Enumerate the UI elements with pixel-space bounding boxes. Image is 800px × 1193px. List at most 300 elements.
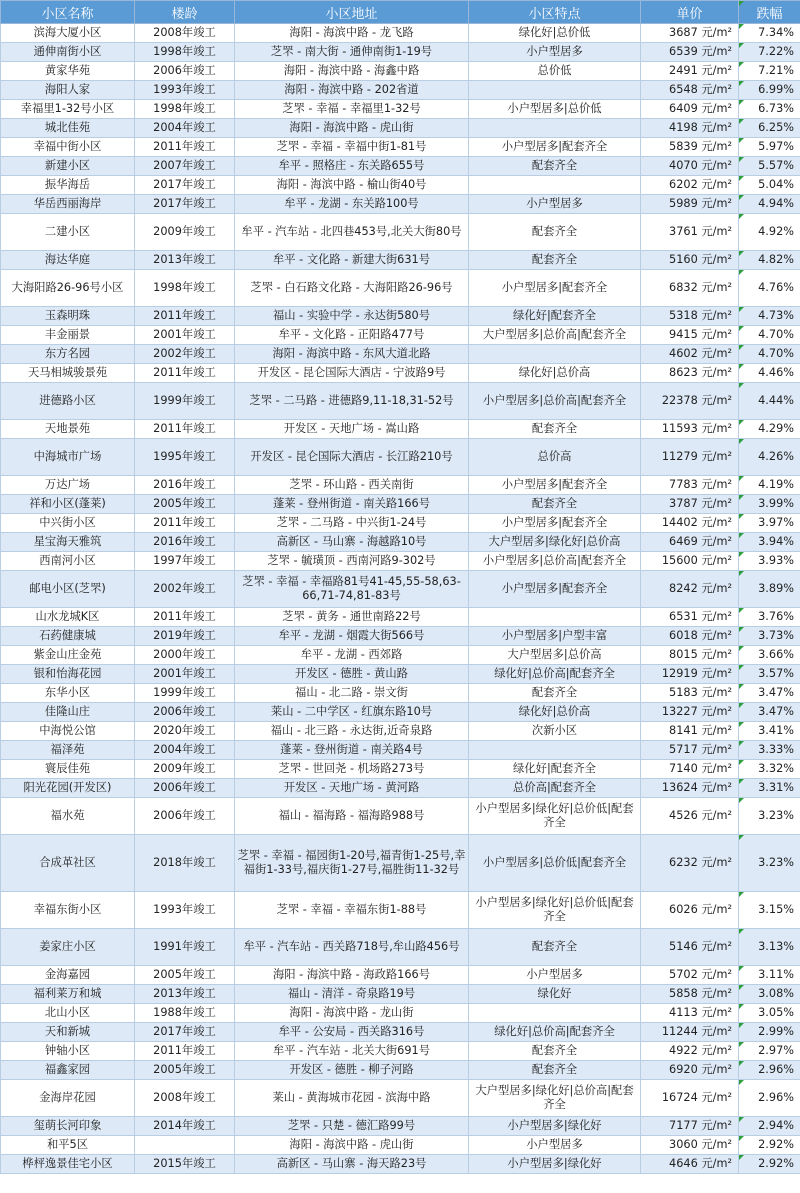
cell-address: 莱山 - 二中学区 - 红旗东路10号 xyxy=(235,703,469,722)
cell-price: 7177 元/m² xyxy=(641,1117,739,1136)
cell-age xyxy=(135,1136,235,1155)
table-row xyxy=(1,1061,800,1080)
table-row xyxy=(1,24,800,43)
cell-age: 1998年竣工 xyxy=(135,270,235,307)
cell-price: 3787 元/m² xyxy=(641,495,739,514)
cell-decline: 3.23% xyxy=(739,798,800,835)
cell-age: 2016年竣工 xyxy=(135,476,235,495)
table-row xyxy=(1,345,800,364)
cell-decline: 3.13% xyxy=(739,929,800,966)
header-building-age: 楼龄 xyxy=(135,1,235,24)
cell-address: 牟平 - 文化路 - 新建大街631号 xyxy=(235,251,469,270)
header-features: 小区特点 xyxy=(469,1,641,24)
cell-price: 5160 元/m² xyxy=(641,251,739,270)
cell-name: 佳隆山庄 xyxy=(1,703,135,722)
cell-address: 芝罘 - 二马路 - 中兴街1-24号 xyxy=(235,514,469,533)
cell-address: 开发区 - 昆仑国际大酒店 - 长江路210号 xyxy=(235,439,469,476)
cell-name: 山水龙城K区 xyxy=(1,608,135,627)
cell-address: 海阳 - 海滨中路 - 榆山街40号 xyxy=(235,176,469,195)
cell-features: 小户型居多|总价低 xyxy=(469,100,641,119)
cell-features: 小户型居多|总价高|配套齐全 xyxy=(469,552,641,571)
cell-age: 2007年竣工 xyxy=(135,157,235,176)
cell-features xyxy=(469,176,641,195)
cell-features: 小户型居多|配套齐全 xyxy=(469,138,641,157)
cell-features: 次新小区 xyxy=(469,722,641,741)
cell-decline: 3.33% xyxy=(739,741,800,760)
cell-address: 福山 - 福海路 - 福海路988号 xyxy=(235,798,469,835)
cell-decline: 2.97% xyxy=(739,1042,800,1061)
cell-price: 5858 元/m² xyxy=(641,985,739,1004)
cell-price: 6026 元/m² xyxy=(641,892,739,929)
cell-age: 2005年竣工 xyxy=(135,495,235,514)
cell-features: 大户型居多|总价高|配套齐全 xyxy=(469,326,641,345)
cell-age: 2002年竣工 xyxy=(135,345,235,364)
cell-name: 和平5区 xyxy=(1,1136,135,1155)
cell-price: 6832 元/m² xyxy=(641,270,739,307)
cell-decline: 2.94% xyxy=(739,1117,800,1136)
cell-features: 小户型居多|绿化好|总价低|配套齐全 xyxy=(469,798,641,835)
cell-address: 牟平 - 龙湖 - 西郊路 xyxy=(235,646,469,665)
cell-price: 6548 元/m² xyxy=(641,81,739,100)
cell-address: 莱山 - 黄海城市花园 - 滨海中路 xyxy=(235,1080,469,1117)
cell-features: 小户型居多 xyxy=(469,195,641,214)
table-row xyxy=(1,157,800,176)
table-row xyxy=(1,43,800,62)
table-row xyxy=(1,684,800,703)
cell-price: 15600 元/m² xyxy=(641,552,739,571)
cell-features xyxy=(469,741,641,760)
cell-age: 2016年竣工 xyxy=(135,533,235,552)
header-address: 小区地址 xyxy=(235,1,469,24)
cell-decline: 6.99% xyxy=(739,81,800,100)
cell-features: 绿化好|总价高 xyxy=(469,703,641,722)
cell-decline: 2.92% xyxy=(739,1136,800,1155)
cell-name: 城北佳苑 xyxy=(1,119,135,138)
cell-decline: 5.04% xyxy=(739,176,800,195)
cell-features: 配套齐全 xyxy=(469,684,641,703)
cell-name: 福鑫家园 xyxy=(1,1061,135,1080)
header-row xyxy=(1,1,800,24)
cell-name: 福水苑 xyxy=(1,798,135,835)
cell-address: 芝罘 - 二马路 - 进德路9,11-18,31-52号 xyxy=(235,383,469,420)
cell-price: 6539 元/m² xyxy=(641,43,739,62)
cell-name: 石药健康城 xyxy=(1,627,135,646)
cell-age: 2001年竣工 xyxy=(135,665,235,684)
cell-price: 16724 元/m² xyxy=(641,1080,739,1117)
table-row xyxy=(1,1136,800,1155)
cell-name: 金海岸花园 xyxy=(1,1080,135,1117)
cell-age: 2002年竣工 xyxy=(135,571,235,608)
cell-features: 小户型居多|绿化好 xyxy=(469,1117,641,1136)
cell-age: 2006年竣工 xyxy=(135,779,235,798)
table-row xyxy=(1,476,800,495)
cell-address: 开发区 - 天地广场 - 嵩山路 xyxy=(235,420,469,439)
cell-features: 绿化好 xyxy=(469,985,641,1004)
cell-address: 牟平 - 公安局 - 西关路316号 xyxy=(235,1023,469,1042)
table-row xyxy=(1,1080,800,1117)
cell-decline: 3.94% xyxy=(739,533,800,552)
cell-decline: 2.96% xyxy=(739,1061,800,1080)
table-row xyxy=(1,646,800,665)
cell-address: 开发区 - 德胜 - 柳子河路 xyxy=(235,1061,469,1080)
cell-address: 牟平 - 龙湖 - 烟霞大街566号 xyxy=(235,627,469,646)
table-row xyxy=(1,420,800,439)
table-row xyxy=(1,364,800,383)
cell-features: 总价低 xyxy=(469,62,641,81)
cell-address: 海阳 - 海滨中路 - 202省道 xyxy=(235,81,469,100)
cell-price: 6409 元/m² xyxy=(641,100,739,119)
table-row xyxy=(1,760,800,779)
cell-name: 新建小区 xyxy=(1,157,135,176)
cell-features: 小户型居多|配套齐全 xyxy=(469,476,641,495)
cell-age: 2009年竣工 xyxy=(135,760,235,779)
cell-price: 4646 元/m² xyxy=(641,1155,739,1174)
cell-name: 黄家华苑 xyxy=(1,62,135,81)
cell-features xyxy=(469,81,641,100)
cell-age: 2011年竣工 xyxy=(135,364,235,383)
table-row xyxy=(1,1004,800,1023)
cell-address: 牟平 - 汽车站 - 北四巷453号,北关大街80号 xyxy=(235,214,469,251)
table-row xyxy=(1,665,800,684)
cell-features xyxy=(469,608,641,627)
cell-age: 2011年竣工 xyxy=(135,514,235,533)
cell-price: 3060 元/m² xyxy=(641,1136,739,1155)
cell-address: 开发区 - 德胜 - 黄山路 xyxy=(235,665,469,684)
cell-decline: 3.47% xyxy=(739,684,800,703)
cell-address: 芝罘 - 白石路文化路 - 大海阳路26-96号 xyxy=(235,270,469,307)
cell-price: 11244 元/m² xyxy=(641,1023,739,1042)
cell-name: 天马相城骏景苑 xyxy=(1,364,135,383)
cell-address: 福山 - 实验中学 - 永达街580号 xyxy=(235,307,469,326)
cell-price: 6232 元/m² xyxy=(641,835,739,892)
cell-name: 玉森明珠 xyxy=(1,307,135,326)
cell-age: 1999年竣工 xyxy=(135,383,235,420)
table-row xyxy=(1,1042,800,1061)
cell-name: 进德路小区 xyxy=(1,383,135,420)
table-row xyxy=(1,214,800,251)
table-row xyxy=(1,533,800,552)
cell-price: 14402 元/m² xyxy=(641,514,739,533)
cell-features: 总价高|配套齐全 xyxy=(469,779,641,798)
cell-decline: 3.89% xyxy=(739,571,800,608)
cell-decline: 2.96% xyxy=(739,1080,800,1117)
cell-price: 4198 元/m² xyxy=(641,119,739,138)
cell-address: 高新区 - 马山寨 - 海天路23号 xyxy=(235,1155,469,1174)
cell-features: 小户型居多|总价高|配套齐全 xyxy=(469,383,641,420)
cell-decline: 3.15% xyxy=(739,892,800,929)
cell-features: 小户型居多 xyxy=(469,1136,641,1155)
cell-age: 2000年竣工 xyxy=(135,646,235,665)
table-row xyxy=(1,892,800,929)
cell-price: 5989 元/m² xyxy=(641,195,739,214)
cell-age: 2009年竣工 xyxy=(135,214,235,251)
cell-features: 小户型居多|户型丰富 xyxy=(469,627,641,646)
cell-name: 滨海大厦小区 xyxy=(1,24,135,43)
cell-decline: 3.73% xyxy=(739,627,800,646)
cell-address: 芝罘 - 幸福 - 幸福东街1-88号 xyxy=(235,892,469,929)
cell-age: 1998年竣工 xyxy=(135,100,235,119)
cell-decline: 3.31% xyxy=(739,779,800,798)
cell-features: 小户型居多|总价低|配套齐全 xyxy=(469,835,641,892)
table-row xyxy=(1,741,800,760)
cell-name: 邮电小区(芝罘) xyxy=(1,571,135,608)
cell-name: 中海城市广场 xyxy=(1,439,135,476)
cell-features: 配套齐全 xyxy=(469,420,641,439)
cell-age: 2004年竣工 xyxy=(135,119,235,138)
table-row xyxy=(1,779,800,798)
cell-features: 绿化好|总价低 xyxy=(469,24,641,43)
cell-price: 6202 元/m² xyxy=(641,176,739,195)
table-row xyxy=(1,703,800,722)
table-row xyxy=(1,985,800,1004)
table-row xyxy=(1,383,800,420)
table-row xyxy=(1,627,800,646)
cell-age: 2013年竣工 xyxy=(135,985,235,1004)
cell-age: 1997年竣工 xyxy=(135,552,235,571)
cell-age: 1998年竣工 xyxy=(135,43,235,62)
table-row xyxy=(1,514,800,533)
cell-features: 绿化好|配套齐全 xyxy=(469,760,641,779)
cell-price: 8141 元/m² xyxy=(641,722,739,741)
cell-price: 6469 元/m² xyxy=(641,533,739,552)
cell-name: 万达广场 xyxy=(1,476,135,495)
cell-name: 华岳西丽海岸 xyxy=(1,195,135,214)
cell-features: 小户型居多|配套齐全 xyxy=(469,270,641,307)
cell-features: 配套齐全 xyxy=(469,251,641,270)
table-row xyxy=(1,608,800,627)
cell-decline: 5.57% xyxy=(739,157,800,176)
cell-age: 2004年竣工 xyxy=(135,741,235,760)
cell-address: 海阳 - 海滨中路 - 东风大道北路 xyxy=(235,345,469,364)
table-row xyxy=(1,176,800,195)
table-row xyxy=(1,138,800,157)
cell-name: 天和新城 xyxy=(1,1023,135,1042)
cell-name: 北山小区 xyxy=(1,1004,135,1023)
cell-features xyxy=(469,119,641,138)
cell-name: 振华海岳 xyxy=(1,176,135,195)
cell-address: 牟平 - 照格庄 - 东关路655号 xyxy=(235,157,469,176)
cell-address: 海阳 - 海滨中路 - 海政路166号 xyxy=(235,966,469,985)
cell-name: 丰金丽景 xyxy=(1,326,135,345)
cell-name: 阳光花园(开发区) xyxy=(1,779,135,798)
cell-name: 桦枰逸景佳宅小区 xyxy=(1,1155,135,1174)
cell-decline: 6.25% xyxy=(739,119,800,138)
cell-price: 6531 元/m² xyxy=(641,608,739,627)
cell-age: 1993年竣工 xyxy=(135,892,235,929)
cell-age: 2017年竣工 xyxy=(135,176,235,195)
cell-features: 配套齐全 xyxy=(469,1042,641,1061)
table-row xyxy=(1,307,800,326)
cell-age: 2005年竣工 xyxy=(135,1061,235,1080)
cell-name: 寰辰佳苑 xyxy=(1,760,135,779)
cell-address: 牟平 - 文化路 - 正阳路477号 xyxy=(235,326,469,345)
cell-address: 芝罘 - 幸福 - 幸福中街1-81号 xyxy=(235,138,469,157)
cell-price: 4113 元/m² xyxy=(641,1004,739,1023)
cell-address: 牟平 - 汽车站 - 西关路718号,牟山路456号 xyxy=(235,929,469,966)
cell-price: 6018 元/m² xyxy=(641,627,739,646)
cell-features: 绿化好|总价高|配套齐全 xyxy=(469,1023,641,1042)
cell-decline: 4.76% xyxy=(739,270,800,307)
cell-address: 芝罘 - 幸福 - 幸福里1-32号 xyxy=(235,100,469,119)
cell-price: 3687 元/m² xyxy=(641,24,739,43)
cell-address: 福山 - 北二路 - 崇文街 xyxy=(235,684,469,703)
cell-address: 福山 - 清洋 - 奇泉路19号 xyxy=(235,985,469,1004)
table-row xyxy=(1,552,800,571)
cell-address: 福山 - 北三路 - 永达街,近奇泉路 xyxy=(235,722,469,741)
table-row xyxy=(1,326,800,345)
cell-address: 海阳 - 海滨中路 - 海鑫中路 xyxy=(235,62,469,81)
cell-age: 2008年竣工 xyxy=(135,24,235,43)
cell-decline: 3.66% xyxy=(739,646,800,665)
cell-age: 2011年竣工 xyxy=(135,307,235,326)
cell-price: 4526 元/m² xyxy=(641,798,739,835)
cell-name: 海阳人家 xyxy=(1,81,135,100)
cell-price: 8015 元/m² xyxy=(641,646,739,665)
table-row xyxy=(1,62,800,81)
cell-name: 中海悦公馆 xyxy=(1,722,135,741)
table-row xyxy=(1,798,800,835)
cell-decline: 4.29% xyxy=(739,420,800,439)
table-row xyxy=(1,81,800,100)
cell-name: 通伸南街小区 xyxy=(1,43,135,62)
cell-address: 芝罘 - 环山路 - 西关南街 xyxy=(235,476,469,495)
cell-features: 配套齐全 xyxy=(469,495,641,514)
cell-features: 大户型居多|绿化好|总价高 xyxy=(469,533,641,552)
cell-name: 西南河小区 xyxy=(1,552,135,571)
table-row xyxy=(1,195,800,214)
cell-age: 2006年竣工 xyxy=(135,703,235,722)
cell-price: 13227 元/m² xyxy=(641,703,739,722)
cell-age: 2001年竣工 xyxy=(135,326,235,345)
cell-address: 开发区 - 天地广场 - 黄河路 xyxy=(235,779,469,798)
cell-price: 5839 元/m² xyxy=(641,138,739,157)
cell-decline: 3.23% xyxy=(739,835,800,892)
table-row xyxy=(1,929,800,966)
cell-age: 2006年竣工 xyxy=(135,798,235,835)
cell-age: 2013年竣工 xyxy=(135,251,235,270)
cell-decline: 4.46% xyxy=(739,364,800,383)
table-row xyxy=(1,100,800,119)
cell-name: 玺萌长河印象 xyxy=(1,1117,135,1136)
cell-age: 1999年竣工 xyxy=(135,684,235,703)
cell-address: 芝罘 - 黄务 - 通世南路22号 xyxy=(235,608,469,627)
cell-name: 中兴街小区 xyxy=(1,514,135,533)
cell-address: 芝罘 - 世回尧 - 机场路273号 xyxy=(235,760,469,779)
cell-features: 小户型居多|绿化好 xyxy=(469,1155,641,1174)
header-unit-price: 单价 xyxy=(641,1,739,24)
cell-address: 牟平 - 汽车站 - 北关大街691号 xyxy=(235,1042,469,1061)
cell-name: 东方名园 xyxy=(1,345,135,364)
header-community-name: 小区名称 xyxy=(1,1,135,24)
cell-address: 芝罘 - 幸福 - 幸福路81号41-45,55-58,63-66,71-74,81-83号 xyxy=(235,571,469,608)
cell-decline: 4.26% xyxy=(739,439,800,476)
cell-price: 8242 元/m² xyxy=(641,571,739,608)
cell-price: 22378 元/m² xyxy=(641,383,739,420)
cell-address: 高新区 - 马山寨 - 海越路10号 xyxy=(235,533,469,552)
cell-age: 2017年竣工 xyxy=(135,195,235,214)
cell-price: 6920 元/m² xyxy=(641,1061,739,1080)
cell-features: 大户型居多|总价高 xyxy=(469,646,641,665)
cell-name: 幸福中街小区 xyxy=(1,138,135,157)
cell-decline: 3.11% xyxy=(739,966,800,985)
cell-decline: 4.70% xyxy=(739,326,800,345)
cell-age: 2019年竣工 xyxy=(135,627,235,646)
cell-address: 开发区 - 昆仑国际大酒店 - 宁波路9号 xyxy=(235,364,469,383)
cell-decline: 4.19% xyxy=(739,476,800,495)
cell-age: 2008年竣工 xyxy=(135,1080,235,1117)
cell-decline: 3.76% xyxy=(739,608,800,627)
cell-name: 钟轴小区 xyxy=(1,1042,135,1061)
cell-price: 11593 元/m² xyxy=(641,420,739,439)
cell-name: 大海阳路26-96号小区 xyxy=(1,270,135,307)
cell-price: 5702 元/m² xyxy=(641,966,739,985)
cell-address: 海阳 - 海滨中路 - 龙山街 xyxy=(235,1004,469,1023)
cell-age: 1991年竣工 xyxy=(135,929,235,966)
table-row xyxy=(1,251,800,270)
cell-age: 2011年竣工 xyxy=(135,608,235,627)
cell-age: 2018年竣工 xyxy=(135,835,235,892)
cell-decline: 2.92% xyxy=(739,1155,800,1174)
cell-address: 芝罘 - 幸福 - 福园街1-20号,福青街1-25号,幸福街1-33号,福庆街1-27号,福胜街11-32号 xyxy=(235,835,469,892)
cell-features: 总价高 xyxy=(469,439,641,476)
cell-price: 12919 元/m² xyxy=(641,665,739,684)
cell-decline: 2.99% xyxy=(739,1023,800,1042)
cell-decline: 3.32% xyxy=(739,760,800,779)
table-row xyxy=(1,722,800,741)
cell-name: 天地景苑 xyxy=(1,420,135,439)
cell-decline: 3.57% xyxy=(739,665,800,684)
cell-age: 2011年竣工 xyxy=(135,420,235,439)
cell-price: 7783 元/m² xyxy=(641,476,739,495)
cell-price: 9415 元/m² xyxy=(641,326,739,345)
table-row xyxy=(1,1155,800,1174)
cell-name: 福泽苑 xyxy=(1,741,135,760)
cell-features: 小户型居多|配套齐全 xyxy=(469,571,641,608)
cell-features: 小户型居多|配套齐全 xyxy=(469,514,641,533)
table-body xyxy=(1,24,800,1174)
cell-features xyxy=(469,1004,641,1023)
table-row xyxy=(1,571,800,608)
cell-price: 4602 元/m² xyxy=(641,345,739,364)
cell-features: 配套齐全 xyxy=(469,1061,641,1080)
cell-decline: 4.92% xyxy=(739,214,800,251)
cell-price: 5146 元/m² xyxy=(641,929,739,966)
cell-name: 幸福里1-32号小区 xyxy=(1,100,135,119)
cell-decline: 3.41% xyxy=(739,722,800,741)
cell-decline: 4.82% xyxy=(739,251,800,270)
table-row xyxy=(1,835,800,892)
cell-decline: 4.44% xyxy=(739,383,800,420)
cell-age: 2005年竣工 xyxy=(135,966,235,985)
cell-price: 5183 元/m² xyxy=(641,684,739,703)
cell-features: 绿化好|总价高 xyxy=(469,364,641,383)
cell-name: 星宝海天雅筑 xyxy=(1,533,135,552)
cell-name: 紫金山庄金苑 xyxy=(1,646,135,665)
table-row xyxy=(1,1117,800,1136)
cell-decline: 3.05% xyxy=(739,1004,800,1023)
cell-decline: 7.22% xyxy=(739,43,800,62)
cell-address: 蓬莱 - 登州街道 - 南关路166号 xyxy=(235,495,469,514)
cell-features: 配套齐全 xyxy=(469,214,641,251)
table-row xyxy=(1,495,800,514)
cell-address: 海阳 - 海滨中路 - 龙飞路 xyxy=(235,24,469,43)
cell-features: 小户型居多|绿化好|总价低|配套齐全 xyxy=(469,892,641,929)
cell-address: 牟平 - 龙湖 - 东关路100号 xyxy=(235,195,469,214)
cell-name: 幸福东街小区 xyxy=(1,892,135,929)
cell-name: 祥和小区(蓬莱) xyxy=(1,495,135,514)
cell-address: 芝罘 - 毓璜顶 - 西南河路9-302号 xyxy=(235,552,469,571)
cell-age: 1995年竣工 xyxy=(135,439,235,476)
